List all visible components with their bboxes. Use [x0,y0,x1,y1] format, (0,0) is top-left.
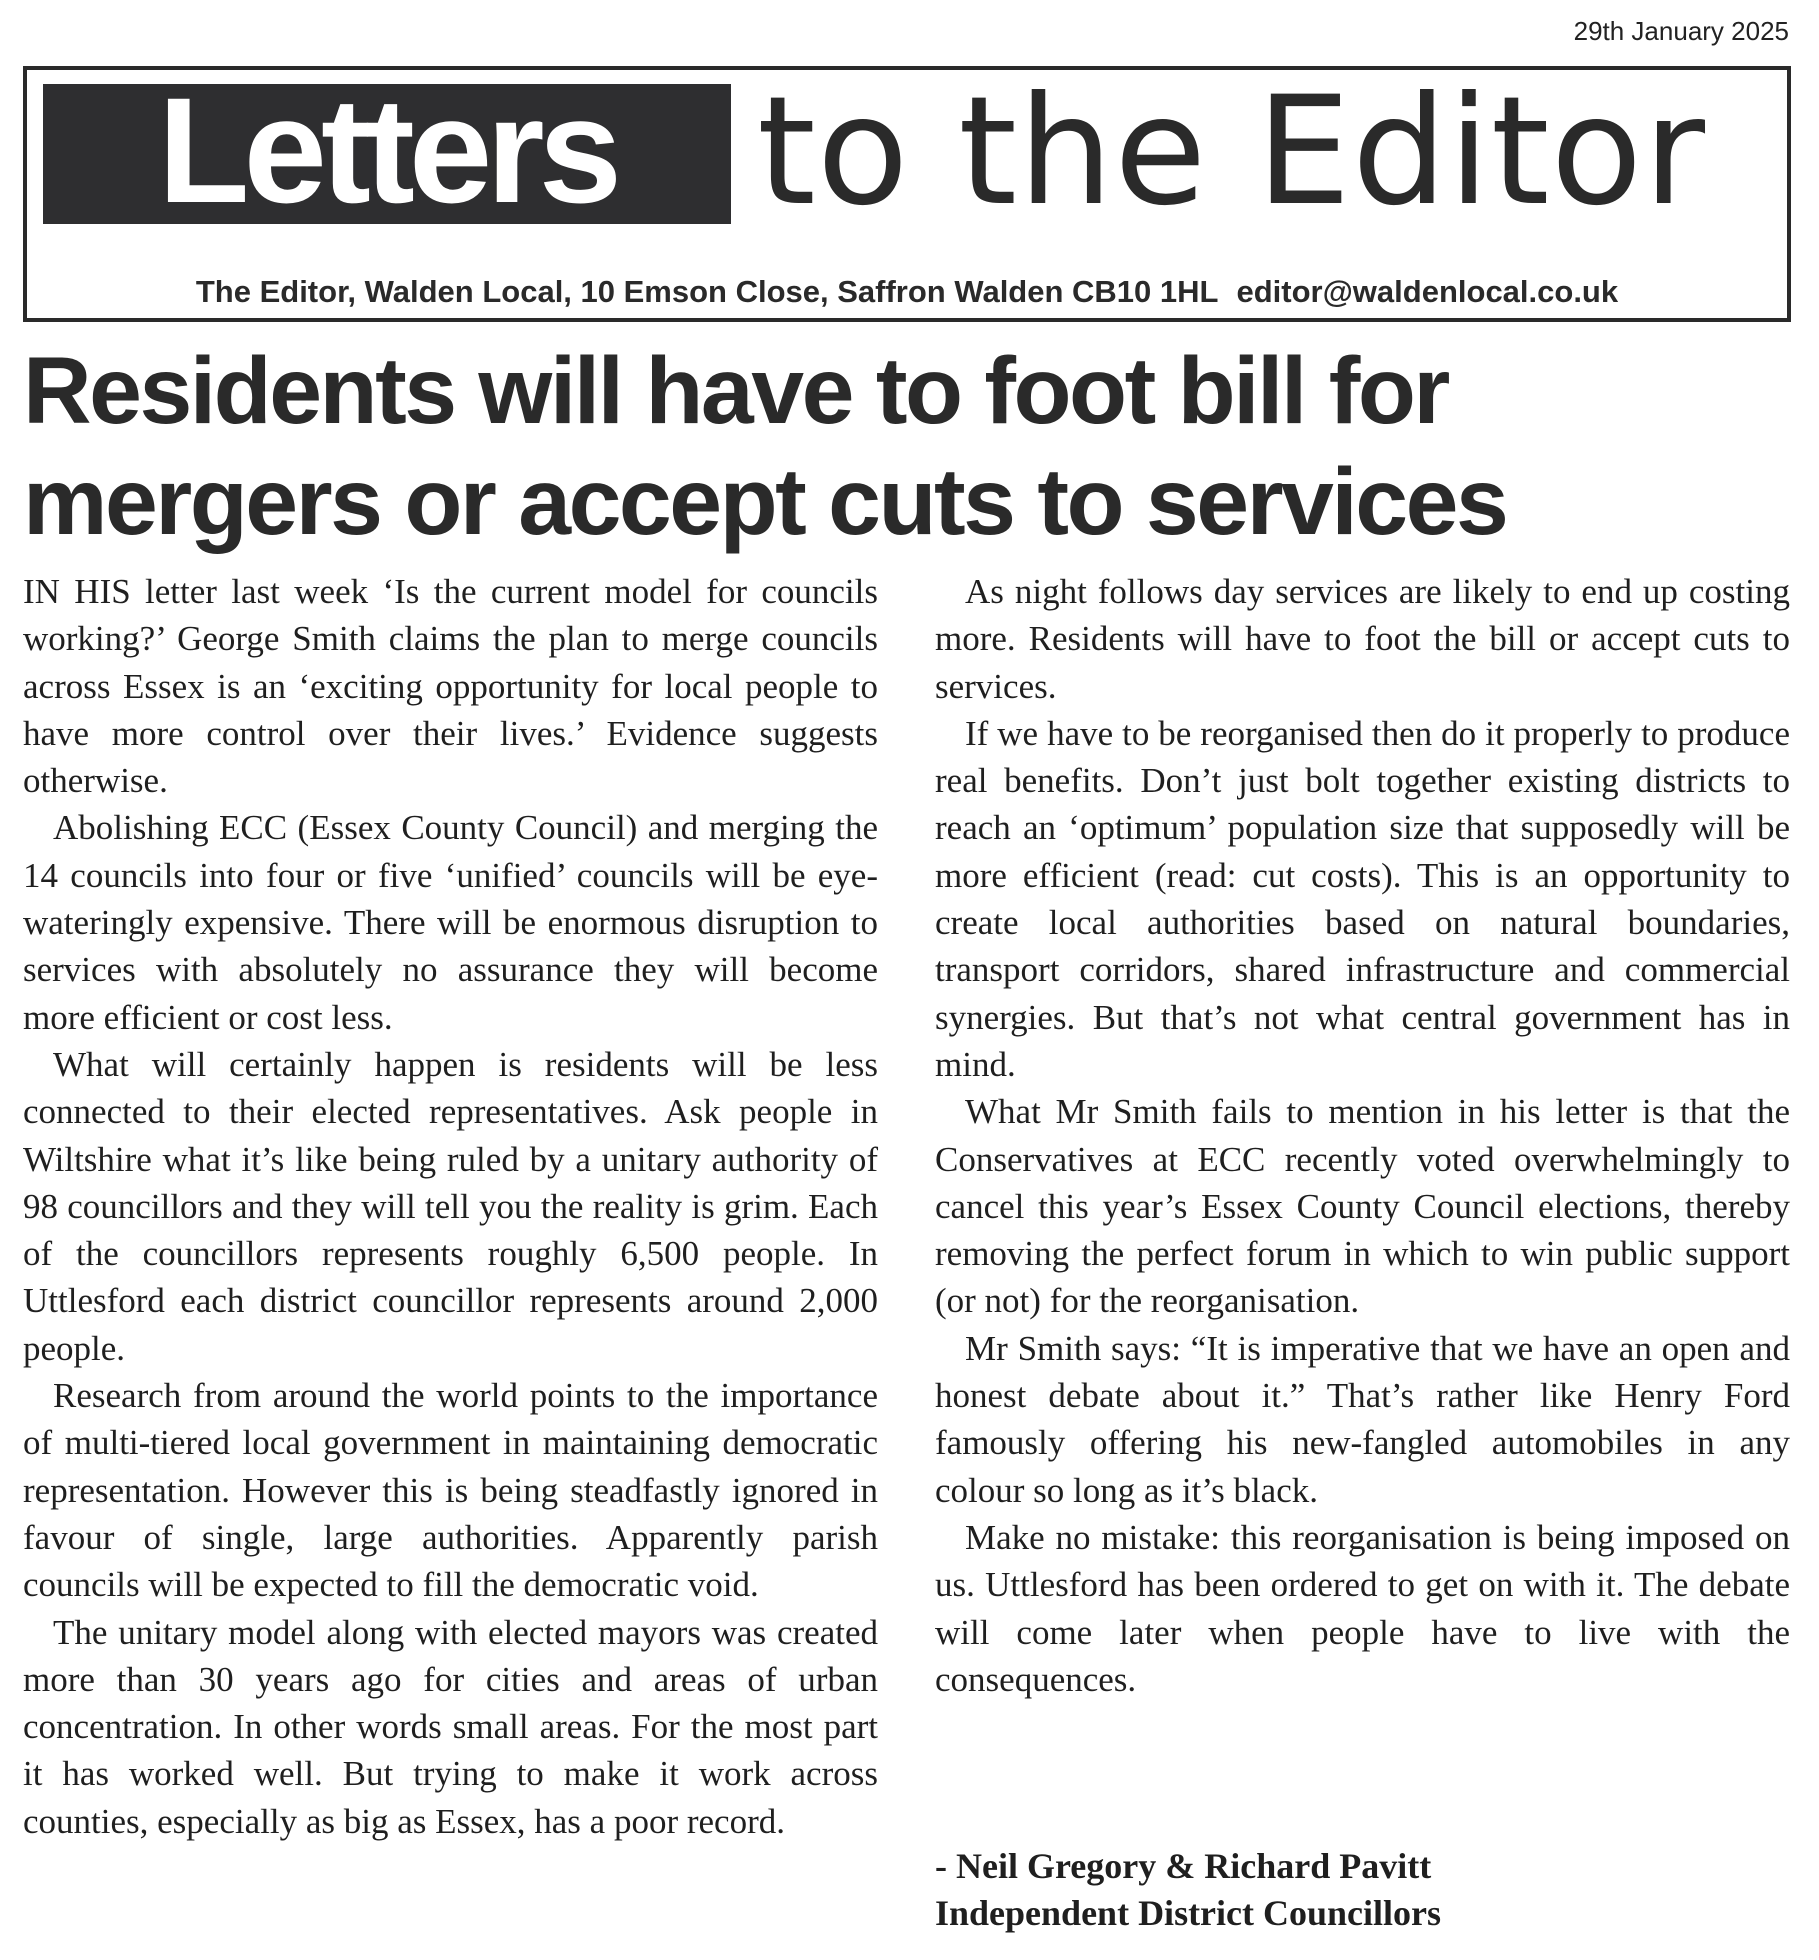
paragraph: As night follows day services are likely to end up costing more. Residents will have to foot the bill or accept cuts to services. [935,572,1790,706]
publication-date: 29th January 2025 [1573,16,1789,46]
paragraph: Make no mistake: this reorganisation is being imposed on us. Uttlesford has been ordered to get on with it. The debate will come later when people have to live with the consequences. [935,1517,1790,1699]
headline-line-1: Residents will have to foot bill for [23,338,1448,444]
editor-address-line [27,274,1787,310]
masthead [23,66,1791,322]
letters-banner [43,66,731,234]
paragraph: What Mr Smith fails to mention in his letter is that the Conservatives at ECC recently voted overwhelmingly to cancel this year’s Essex County Council elections, thereby removing the perfect forum in which to win public support (or not) for the reorganisation. [935,1092,1790,1321]
headline-line-2: mergers or accept cuts to services [23,449,1507,555]
editor-address: The Editor, Walden Local, 10 Emson Close, Saffron Walden CB10 1HL [195,274,1219,309]
right-column [935,568,1790,1703]
signature-names: - Neil Gregory & Richard Pavitt [935,1846,1432,1886]
letters-word: Letters [157,66,617,234]
article-headline [23,336,1803,558]
editor-email: editor@waldenlocal.co.uk [1236,274,1619,309]
paragraph: IN HIS letter last week ‘Is the current model for councils working?’ George Smith claims the plan to merge councils across Essex is an ‘exciting opportunity for local people to have more control over their lives.’ Evidence suggests otherwise. [23,572,878,801]
paragraph: What will certainly happen is residents will be less connected to their elected representatives. Ask people in Wiltshire what it’s like being ruled by a unitary authority of 98 councillors and they will tell you the reality is grim. Each of the councillors represents roughly 6,500 people. In Uttlesford each district councillor represents around 2,000 people. [23,1044,878,1368]
paragraph: Mr Smith says: “It is imperative that we have an open and honest debate about it.” That’s rather like Henry Ford famously offering his new-fangled automobiles in any colour so long as it’s black. [935,1328,1790,1510]
paragraph: If we have to be reorganised then do it properly to produce real benefits. Don’t just bolt together existing districts to reach an ‘optimum’ population size that supposedly will be more efficient (read: cut costs). This is an opportunity to create local authorities based on natural boundaries, transport corridors, shared infrastructure and commercial synergies. But that’s not what central government has in mind. [935,713,1790,1084]
paragraph: Abolishing ECC (Essex County Council) and merging the 14 councils into four or five ‘unified’ councils will be eye-wateringly expensive. There will be enormous disruption to services with absolutely no assurance they will become more efficient or cost less. [23,808,878,1037]
paragraph: Research from around the world points to the importance of multi-tiered local government in maintaining democratic representation. However this is being steadfastly ignored in favour of single, large authorities. Apparently parish councils will be expected to fill the democratic void. [23,1376,878,1605]
to-the-editor-title: to the Editor [757,65,1707,239]
signature-title: Independent District Councillors [935,1893,1442,1933]
signature-block [935,1843,1441,1937]
left-column [23,568,878,1845]
paragraph: The unitary model along with elected mayors was created more than 30 years ago for cities and areas of urban concentration. In other words small areas. For the most part it has worked well. But trying to make it work across counties, especially as big as Essex, has a poor record. [23,1612,878,1841]
